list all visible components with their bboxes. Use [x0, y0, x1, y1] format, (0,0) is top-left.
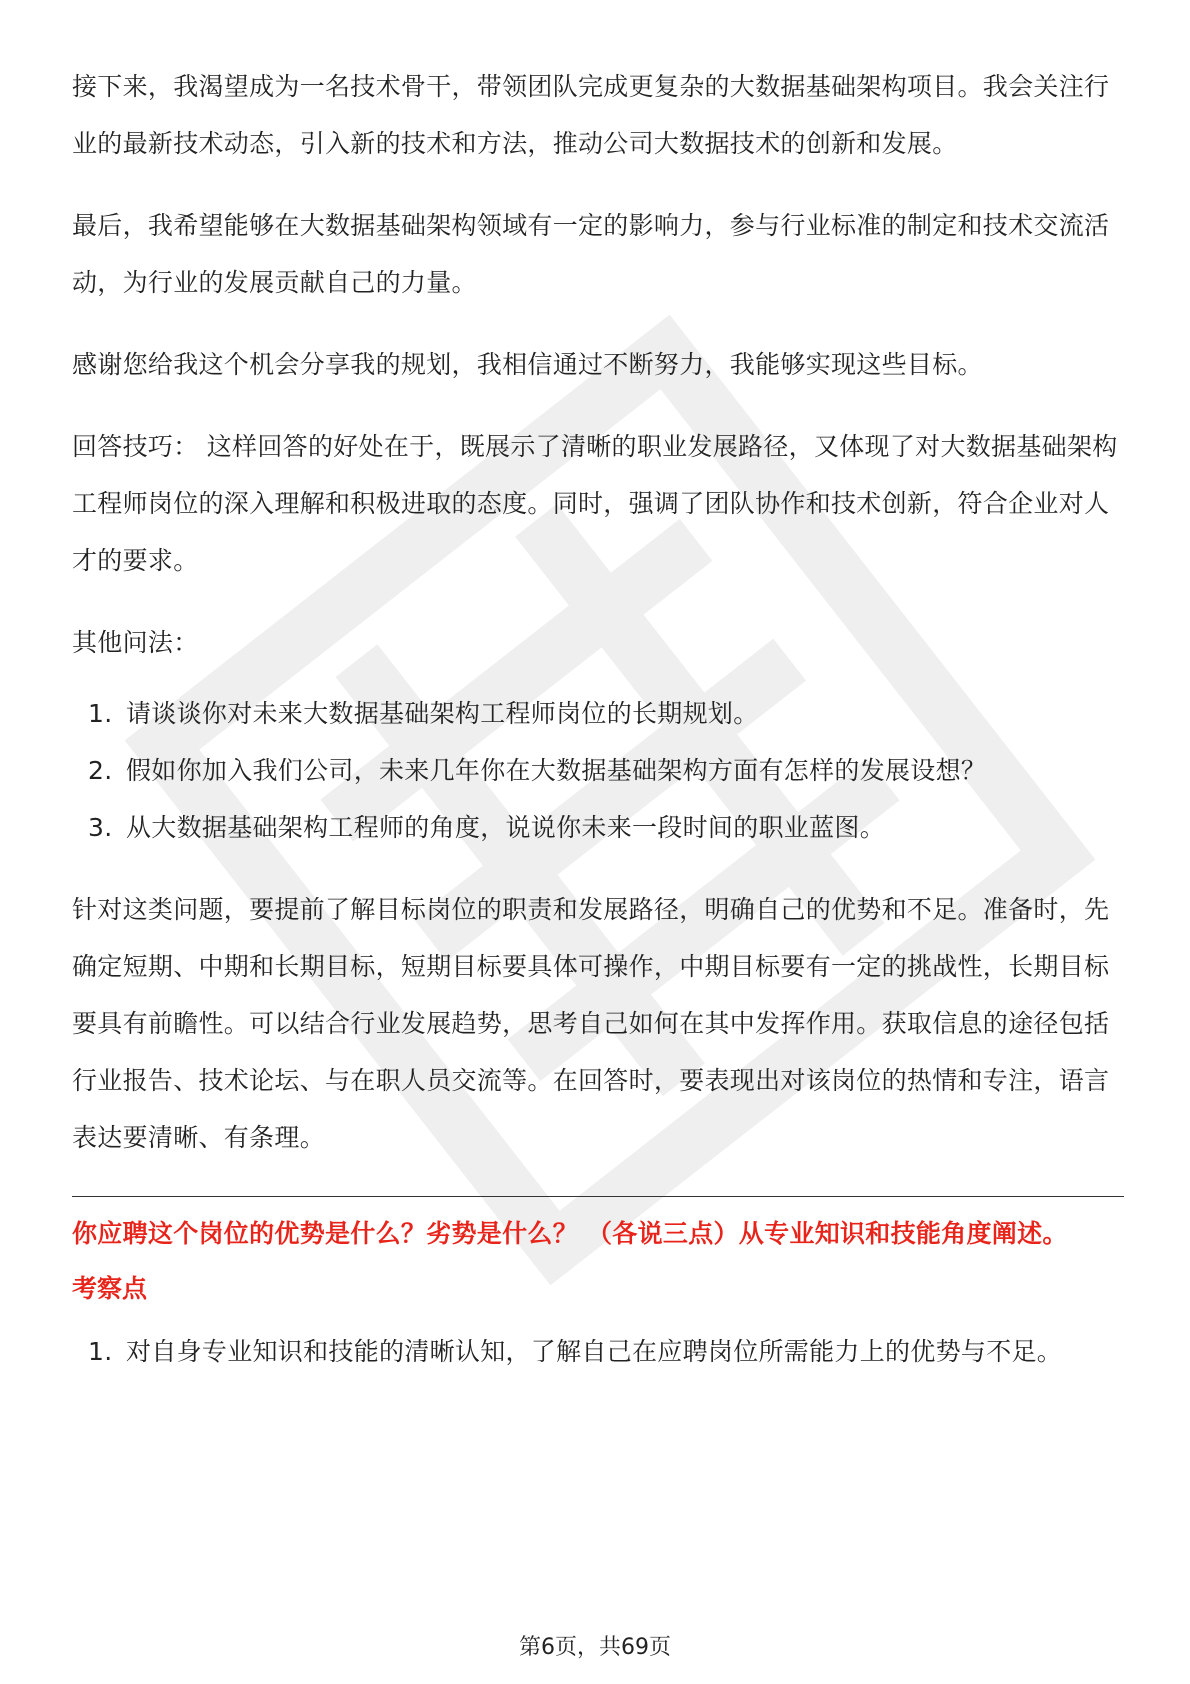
assessment-points-list: [72, 1323, 1124, 1380]
page-content: [72, 58, 1124, 1380]
paragraph-thanks: 感谢您给我这个机会分享我的规划，我相信通过不断努力，我能够实现这些目标。: [72, 350, 983, 379]
list-item-number: 3.: [88, 813, 113, 842]
list-item-number: 1.: [88, 699, 113, 728]
paragraph-finally: 最后，我希望能够在大数据基础架构领域有一定的影响力，参与行业标准的制定和技术交流活动，为行业的发展贡献自己的力量。: [72, 211, 1110, 297]
list-item-number: 1.: [88, 1337, 113, 1366]
list-item: [72, 742, 1124, 799]
other-questions-list: [72, 685, 1124, 856]
paragraph-answer-tips: 回答技巧： 这样回答的好处在于，既展示了清晰的职业发展路径，又体现了对大数据基础架构工程师岗位的深入理解和积极进取的态度。同时，强调了团队协作和技术创新，符合企业对人才的要求。: [72, 432, 1118, 575]
list-item: [72, 685, 1124, 742]
paragraph-next-steps: 接下来，我渴望成为一名技术骨干，带领团队完成更复杂的大数据基础架构项目。我会关注行业的最新技术动态，引入新的技术和方法，推动公司大数据技术的创新和发展。: [72, 72, 1110, 158]
question-title: 你应聘这个岗位的优势是什么？劣势是什么？ （各说三点）从专业知识和技能角度阐述。: [72, 1219, 1068, 1248]
page-number: 第6页，共69页: [519, 1635, 671, 1660]
list-item-text: 请谈谈你对未来大数据基础架构工程师岗位的长期规划。: [126, 699, 759, 728]
list-item-text: 从大数据基础架构工程师的角度，说说你未来一段时间的职业蓝图。: [126, 813, 886, 842]
list-item-text: 对自身专业知识和技能的清晰认知，了解自己在应聘岗位所需能力上的优势与不足。: [126, 1337, 1063, 1366]
paragraph-advice: 针对这类问题，要提前了解目标岗位的职责和发展路径，明确自己的优势和不足。准备时，先确定短期、中期和长期目标，短期目标要具体可操作，中期目标要有一定的挑战性，长期目标要具有前瞻性。可以结合行业发展趋势，思考自己如何在其中发挥作用。获取信息的途径包括行业报告、技术论坛、与在职人员交流等。在回答时，要表现出对该岗位的热情和专注，语言表达要清晰、有条理。: [72, 895, 1110, 1152]
other-questions-heading: 其他问法：: [72, 628, 199, 657]
list-item-number: 2.: [88, 756, 113, 785]
question-subheading: 考察点: [72, 1274, 148, 1303]
list-item: [72, 1323, 1124, 1380]
list-item-text: 假如你加入我们公司，未来几年你在大数据基础架构方面有怎样的发展设想？: [126, 756, 987, 785]
list-item: [72, 799, 1124, 856]
